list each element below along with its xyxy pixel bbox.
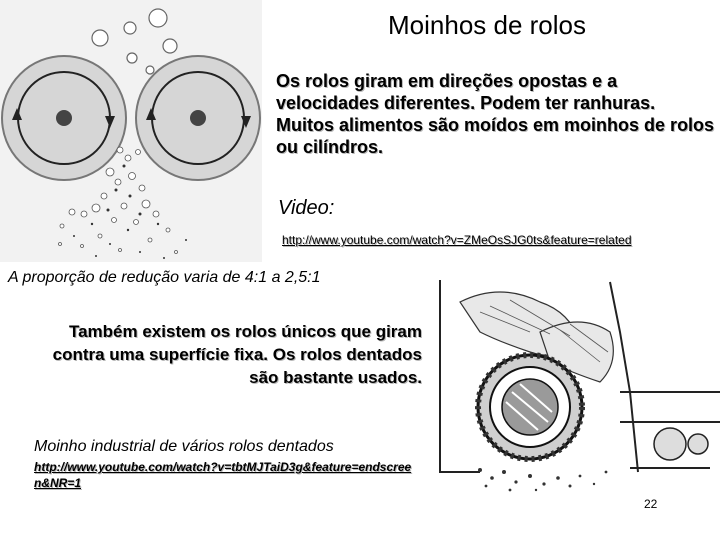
reduction-ratio-text: A proporção de redução varia de 4:1 a 2,5:1 [8, 269, 321, 286]
video-link[interactable]: http://www.youtube.com/watch?v=ZMeOsSJG0ts&feature=related [282, 233, 632, 247]
left-roller [2, 56, 126, 180]
page-number: 22 [644, 497, 658, 511]
right-roller [136, 56, 260, 180]
video-label: Video: [278, 197, 335, 219]
page-title: Moinhos de rolos [388, 10, 586, 40]
toothed-roller-mill-illustration [420, 272, 720, 494]
toothed-roller [478, 355, 582, 459]
single-rolls-paragraph: Também existem os rolos únicos que giram contra uma superfície fixa. Os rolos dentados são bastante usados. [52, 322, 422, 387]
video-link-2[interactable]: http://www.youtube.com/watch?v=tbtMJTaiD3g&feature=endscreen&NR=1 [34, 460, 412, 490]
intro-paragraph: Os rolos giram em direções opostas e a velocidades diferentes. Podem ter ranhuras. Muitos alimentos são moídos em moinhos de rolos ou cilíndros. [276, 71, 715, 157]
figure-caption: Moinho industrial de vários rolos dentados [34, 438, 334, 455]
roller-mill-diagram [0, 0, 262, 262]
